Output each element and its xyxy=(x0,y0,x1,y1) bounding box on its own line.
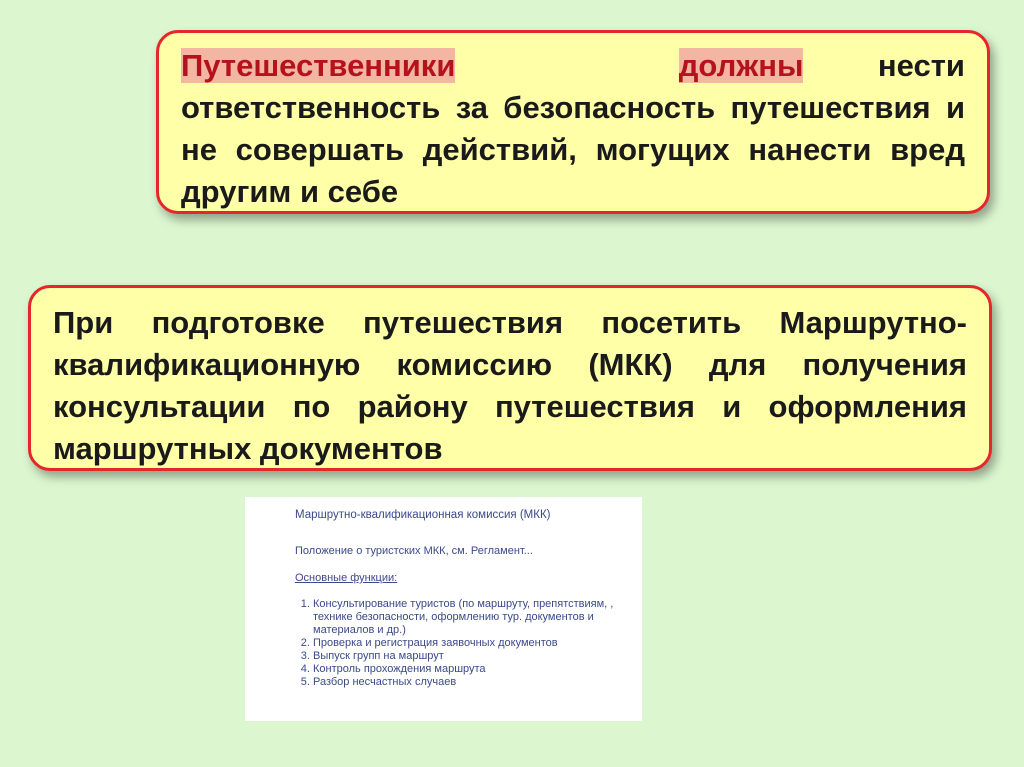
mkk-document-image xyxy=(245,497,642,721)
mkk-visit-text: При подготовке путешествия посетить Маршрутно-квалификационную комиссию (МКК) для получения консультации по району путешествия и оформления маршрутных документов xyxy=(53,305,967,466)
responsibility-note xyxy=(156,30,990,214)
highlight-travelers: Путешественники xyxy=(181,48,456,83)
doc-function-item: 1. Консультирование туристов (по маршруту, препятствиям, , технике безопасности, оформлению тур. документов и материалов и др.) xyxy=(313,598,642,637)
doc-functions-heading: Основные функции: xyxy=(295,572,398,584)
doc-functions-list xyxy=(295,598,642,689)
mkk-visit-note xyxy=(28,285,992,471)
highlight-must: должны xyxy=(678,48,804,83)
responsibility-text: нести ответственность за безопасность путешествия и не совершать действий, могущих нанести вред другим и себе xyxy=(181,48,965,209)
doc-function-item: 2. Проверка и регистрация заявочных документов xyxy=(313,637,642,650)
doc-regulation: Положение о туристских МКК, см. Регламент... xyxy=(295,545,533,557)
doc-title: Маршрутно-квалификационная комиссия (МКК) xyxy=(295,509,551,521)
doc-function-item: 5. Разбор несчастных случаев xyxy=(313,676,642,689)
doc-function-item: 4. Контроль прохождения маршрута xyxy=(313,663,642,676)
doc-function-item: 3. Выпуск групп на маршрут xyxy=(313,650,642,663)
